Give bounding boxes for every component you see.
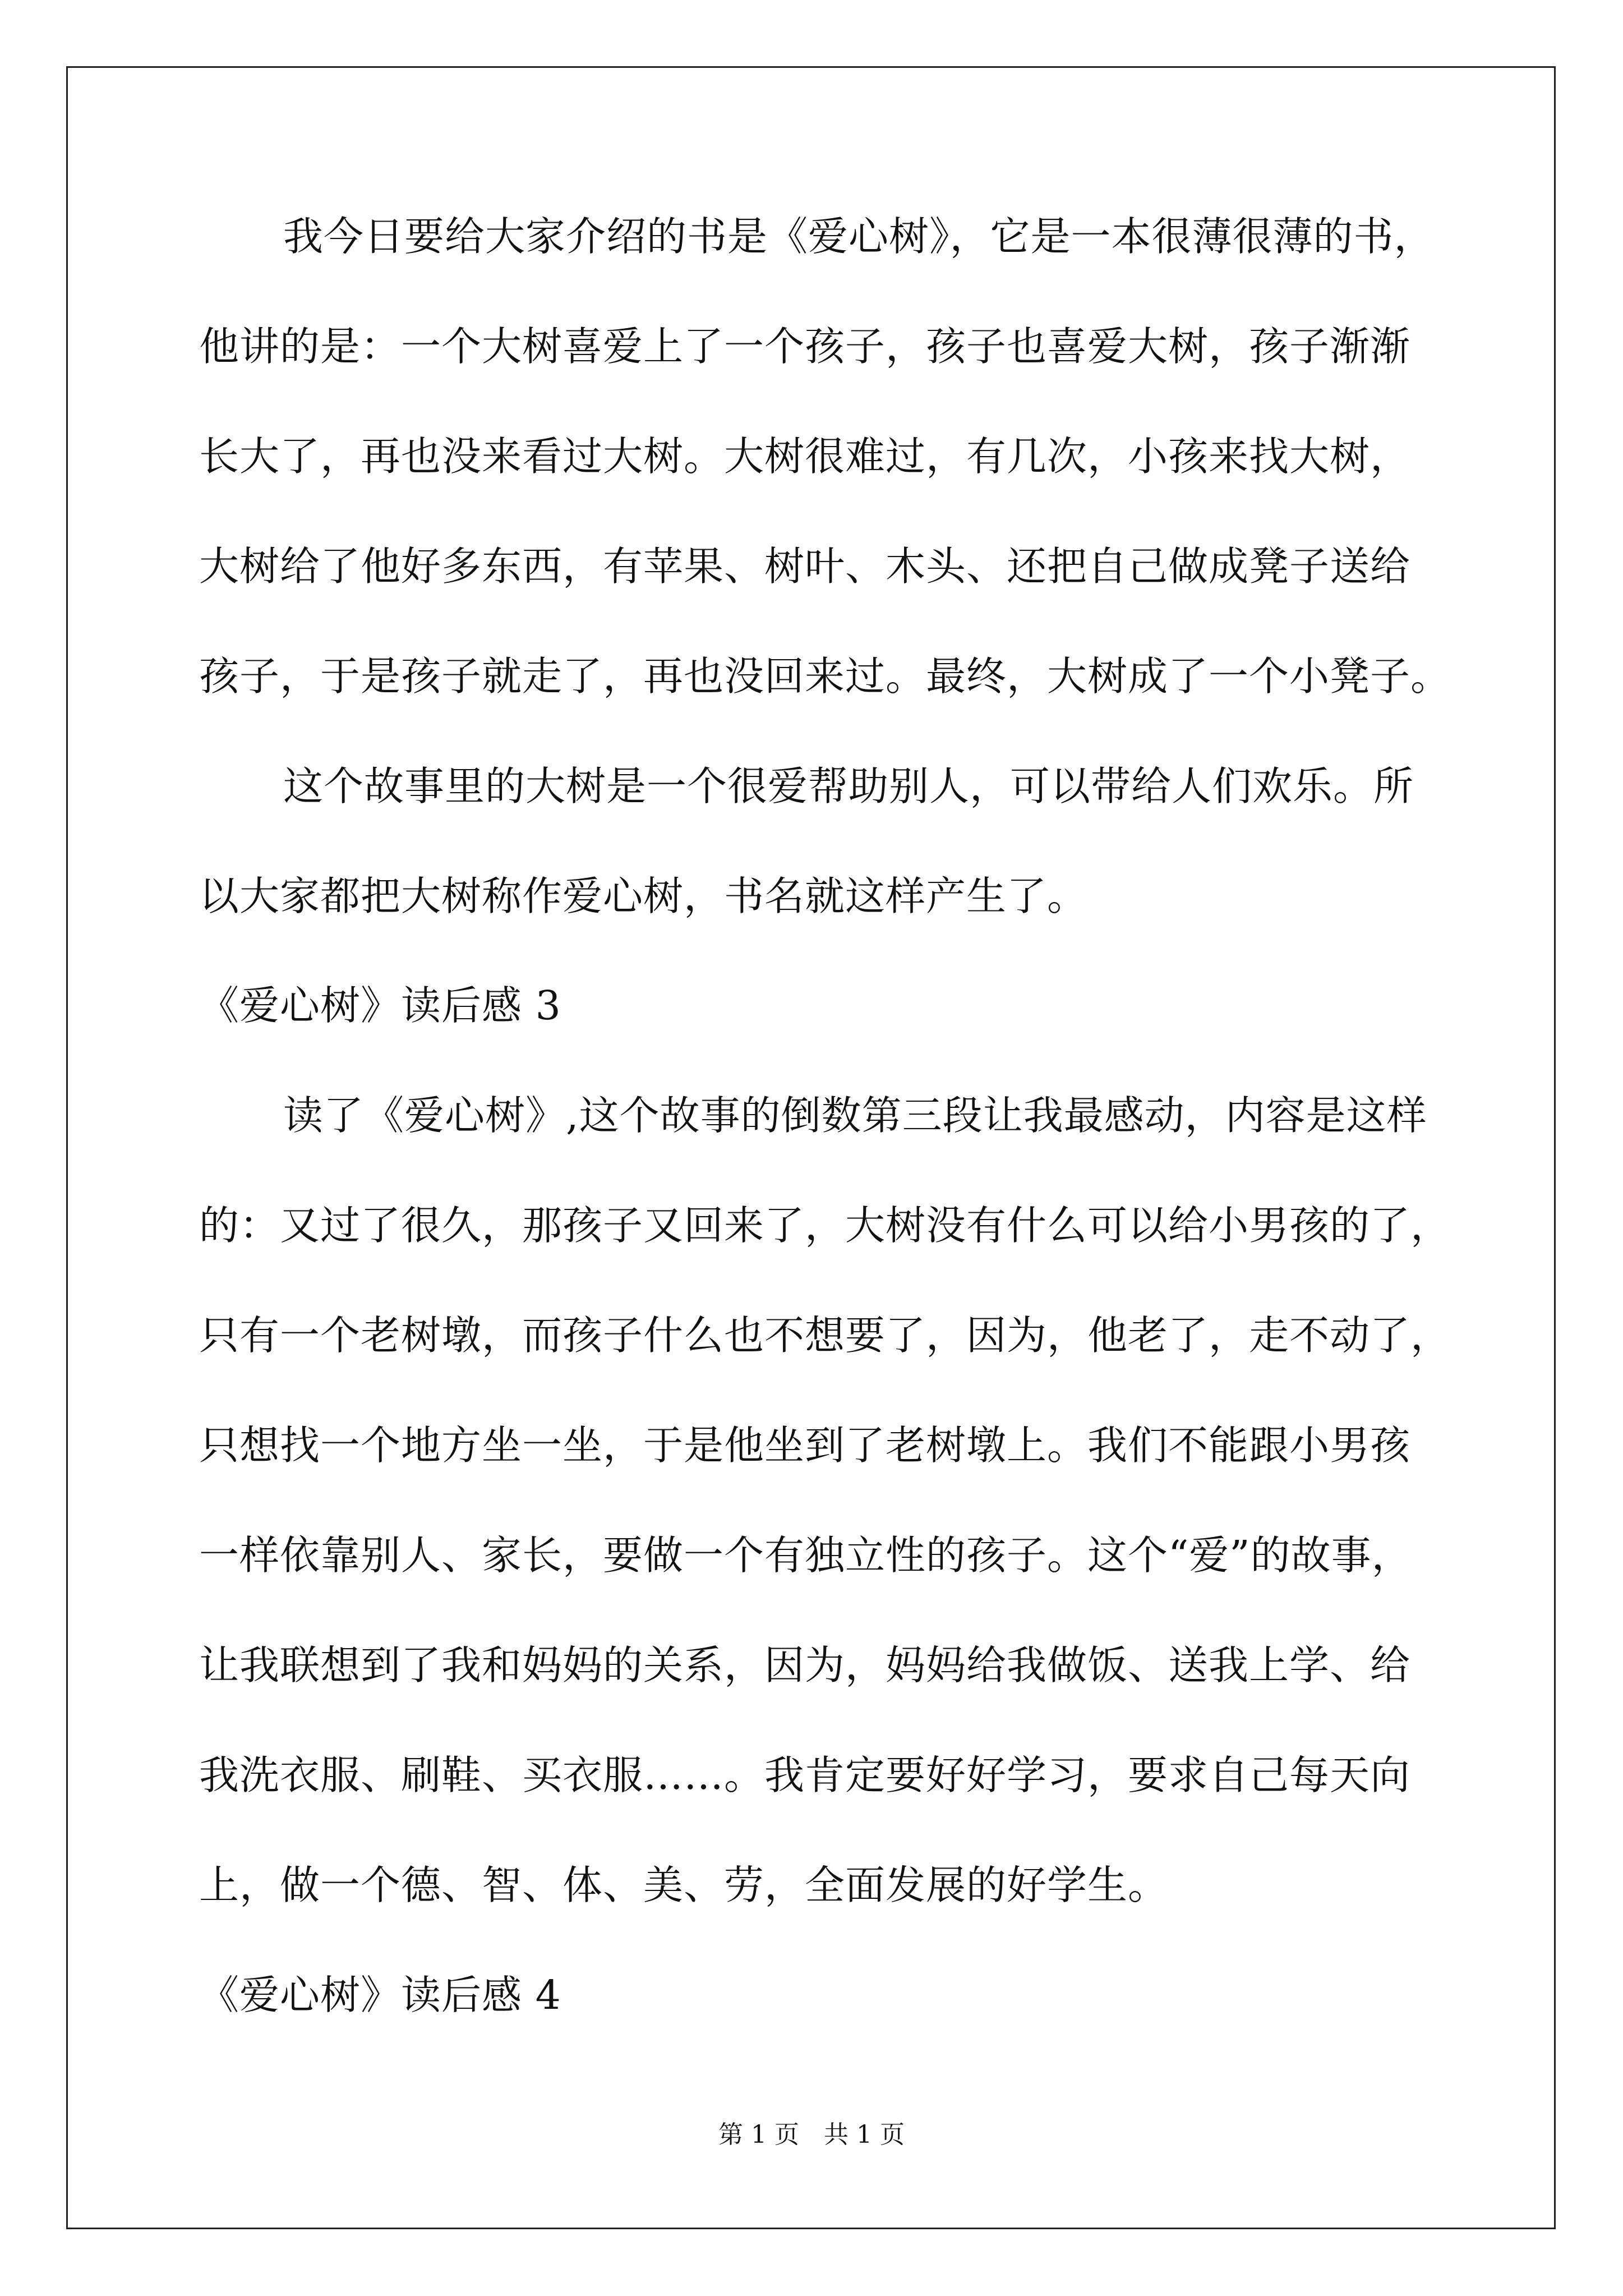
page-total: 共 1 页 (824, 2120, 905, 2149)
page-number: 第 1 页 (718, 2120, 799, 2149)
section-heading-4: 《爱心树》读后感 4 (199, 1972, 561, 2018)
paragraph-3-line-4: 只想找一个地方坐一坐，于是他坐到了老树墩上。我们不能跟小男孩 (199, 1422, 1411, 1469)
paragraph-3-line-7: 我洗衣服、刷鞋、买衣服……。我肯定要好好学习，要求自己每天向 (199, 1752, 1411, 1798)
paragraph-3-line-1: 读了《爱心树》,这个故事的倒数第三段让我最感动，内容是这样 (283, 1092, 1427, 1139)
paragraph-1-line-4: 大树给了他好多东西，有苹果、树叶、木头、还把自己做成凳子送给 (199, 543, 1411, 590)
paragraph-2-line-2: 以大家都把大树称作爱心树，书名就这样产生了。 (199, 873, 1088, 919)
paragraph-1-line-3: 长大了，再也没来看过大树。大树很难过，有几次，小孩来找大树， (199, 433, 1411, 480)
paragraph-3-line-8: 上，做一个德、智、体、美、劳，全面发展的好学生。 (199, 1862, 1169, 1908)
paragraph-1-line-5: 孩子，于是孩子就走了，再也没回来过。最终，大树成了一个小凳子。 (199, 653, 1451, 700)
paragraph-3-line-3: 只有一个老树墩，而孩子什么也不想要了，因为，他老了，走不动了， (199, 1312, 1451, 1359)
paragraph-3-line-5: 一样依靠别人、家长，要做一个有独立性的孩子。这个“爱”的故事， (199, 1532, 1412, 1579)
paragraph-1-line-2: 他讲的是：一个大树喜爱上了一个孩子，孩子也喜爱大树，孩子渐渐 (199, 323, 1411, 370)
paragraph-3-line-6: 让我联想到了我和妈妈的关系，因为，妈妈给我做饭、送我上学、给 (199, 1642, 1411, 1688)
section-heading-3: 《爱心树》读后感 3 (199, 982, 561, 1029)
paragraph-3-line-2: 的：又过了很久，那孩子又回来了，大树没有什么可以给小男孩的了， (199, 1202, 1451, 1249)
page-footer (0, 2118, 1623, 2152)
paragraph-2-line-1: 这个故事里的大树是一个很爱帮助别人，可以带给人们欢乐。所 (283, 763, 1414, 809)
paragraph-1-line-1: 我今日要给大家介绍的书是《爱心树》，它是一本很薄很薄的书， (283, 213, 1435, 260)
